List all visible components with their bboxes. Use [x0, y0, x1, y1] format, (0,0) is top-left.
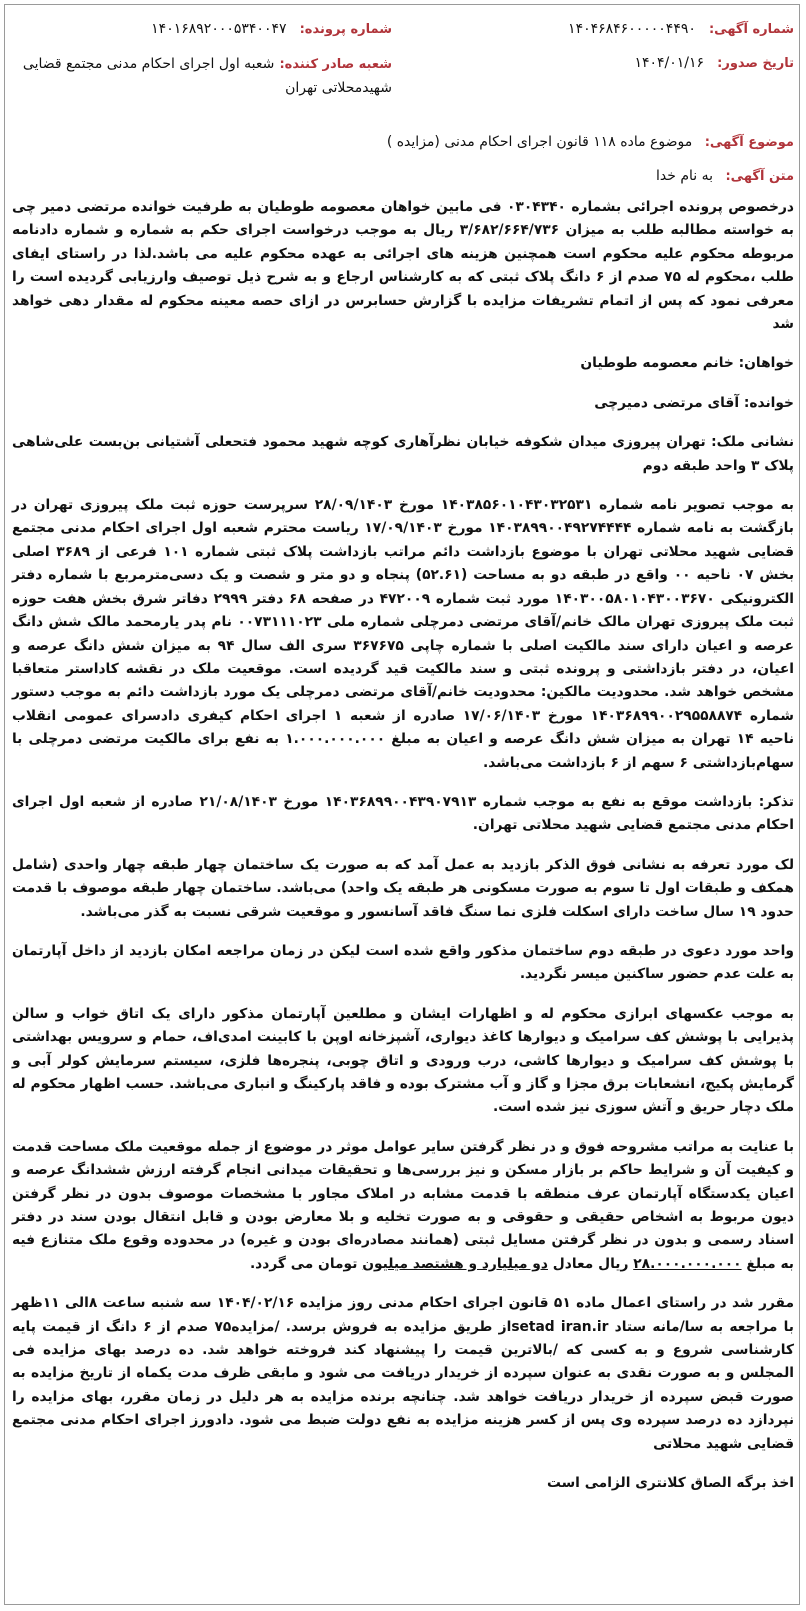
paragraph-registry: به موجب تصویر نامه شماره ۱۴۰۳۸۵۶۰۱۰۴۳۰۳۲۵۳۱ مورخ ۲۸/۰۹/۱۴۰۳ سرپرست حوزه ثبت ملک پیروزی تهران در بازگشت به نامه شماره ۱۴۰۳۸۹۹۰۰۴۹۲۷۴۴۴۴ مورخ ۱۷/۰۹/۱۴۰۳ ریاست محترم شعبه اول اجرای احکام مدنی مجتمع قضایی شهید محلاتی تهران با موضوع بازداشت دائم مراتب بازداشت پلاک ثبتی شماره ۱۰۱ فرعی از ۳۶۸۹ اصلی بخش ۰۷ ناحیه ۰۰ واقع در طبقه دو به مساحت (۵۲.۶۱) پنجاه و دو متر و شصت و یک دسی‌مترمربع با شماره دفتر الکترونیکی ۱۴۰۳۰۰۵۸۰۱۰۴۳۰۰۳۶۷۰ مورد ثبت شماره ۴۷۲۰۰۹ در صفحه ۶۸ دفتر ۲۹۹۹ دفاتر شرق بخش هفت حوزه ثبت ملک پیروزی تهران مالک خانم/آقای مرتضی دمرچلی شماره ملی ۰۰۷۳۱۱۱۰۲۳ نام پدر یارمحمد مالک شش دانگ عرصه و اعیان دارای سند مالکیت اصلی با شماره چاپی ۳۶۷۶۷۵ سری الف سال ۹۴ به میزان شش دانگ عرصه و اعیان، در دفتر بازداشتی و پرونده ثبتی و سند مالکیت قید گردیده است. موقعیت ملک در نقشه کاداستر متعاقبا مشخص خواهد شد. محدودیت مالکین: محدودیت خانم/آقای مرتضی دمرچلی یک مورد بازداشت دائم به موجب دستور شماره ۱۴۰۳۶۸۹۹۰۰۲۹۵۵۸۸۷۴ مورخ ۱۷/۰۶/۱۴۰۳ صادره از شعبه ۱ اجرای احکام کیفری دادسرای عمومی انقلاب ناحیه ۱۴ تهران به میزان شش دانگ عرصه و اعیان به مبلغ ۱.۰۰۰.۰۰۰.۰۰۰ به نفع برای مالکیت مرتضی دمرچلی با سهام‌بازداشتی ۶ سهم از ۶ بازداشت می‌باشد. — [12, 497, 795, 771]
valuation-currency: ریال معادل — [552, 1255, 629, 1272]
notice-number — [414, 18, 794, 37]
notice-number-value: ۱۴۰۴۶۸۴۶۰۰۰۰۰۴۴۹۰ — [568, 21, 696, 37]
issuer-value: شعبه اول اجرای احکام مدنی مجتمع قضایی شهیدمحلاتی تهران — [22, 56, 392, 96]
subject-label: موضوع آگهی: — [704, 135, 794, 150]
header-row-1 — [12, 18, 794, 52]
issue-date-value: ۱۴۰۴/۰۱/۱۶ — [634, 55, 705, 71]
paragraph-final: اخذ برگه الصاق کلانتری الزامی است — [547, 1475, 794, 1492]
body-label: متن آگهی: — [725, 169, 794, 184]
paragraph-photos: به موجب عکسهای ابرازی محکوم له و اظهارات ایشان و مطلعین آپارتمان مذکور دارای یک اتاق خواب و سالن پذیرایی با پوشش کف سرامیک و دیوارها کاغذ دیواری، آشپزخانه اوپن با کابینت امدی‌اف، حمام و سرویس بهداشتی با پوشش کف سرامیک و دیوارها کاشی، درب ورودی و اتاق چوبی، پنجره‌ها فلزی، سیستم سرمایش کولر آبی و گرمایش پکیج، انشعابات برق مجزا و گاز و آب مشترک بوده و فاقد پارکینگ و انباری می‌باشد. حسب اظهار محکوم له ملک دچار حریق و آتش سوزی نیز شده است. — [12, 1005, 794, 1116]
case-number-value: ۱۴۰۱۶۸۹۲۰۰۰۵۳۴۰۰۴۷ — [151, 21, 287, 37]
paragraph-case: درخصوص پرونده اجرائی بشماره ۰۳۰۴۳۴۰ فی مابین خواهان معصومه طوطیان به طرفیت خوانده مرتضی دمیر چی به خواسته مطالبه طلب به میزان ۳/۶۸۲/۶۶۴/۷۳۶ ریال به موجب درخواست اجرای حکم به شماره و شماره دادنامه مربوطه محکوم علیه محکوم است همچنین هزینه های اجرائی به عهده محکوم علیه می باشد.لذا در راستای ایفای طلب ،محکوم له ۷۵ صدم از ۶ دانگ پلاک ثبتی که به کارشناس ارجاع و به شرح ذیل توصیف وارزیابی گردیده است را معرفی نمود که پس از اتمام تشریفات مزایده با گزارش حسابرس در ازای حصه معینه محکوم له مقدار دهی خواهد شد — [12, 199, 794, 333]
paragraph-visit-unit: واحد مورد دعوی در طبقه دوم ساختمان مذکور واقع شده است لیکن در زمان مراجعه امکان بازدید از داخل آپارتمان به علت عدم حضور ساکنین میسر نگردید. — [12, 942, 794, 983]
notice-document — [12, 18, 794, 1512]
body-heading — [12, 168, 794, 184]
paragraph-valuation — [12, 1136, 794, 1276]
valuation-words: دو میلیارد و هشتصد میلیون — [362, 1255, 548, 1272]
valuation-amount: ۲۸.۰۰۰.۰۰۰.۰۰۰ — [633, 1255, 742, 1272]
paragraph-auction: مقرر شد در راستای اعمال ماده ۵۱ قانون اجرای احکام مدنی روز مزایده ۱۴۰۴/۰۲/۱۶ سه شنبه ساعت ۸الی ۱۱ظهر با مراجعه به سا/مانه ستاد setad iran.irاز طریق مزایده به فروش برسد. /مزایده۷۵ صدم از ۶ دانگ از قیمت پایه کارشناسی شروع و به کسی که /بالاترین قیمت را پیشنهاد کند فروخته خواهد شد. ده درصد بهای مزایده فی المجلس و به صورت نقدی به عنوان سپرده از خریدار دریافت می شود و مابقی ظرف مدت یکماه از تاریخ مزایده به صورت قبض سپرده از خریدار دریافت خواهد شد. چنانچه برنده مزایده به هر دلیل در زمان مقرر، بهای مزایده را نپردازد ده درصد سپرده وی پس از کسر هزینه مزایده به نفع دولت ضبط می شود. دادورز اجرای احکام مدنی مجتمع قضایی شهید محلاتی — [12, 1295, 795, 1452]
case-number — [12, 18, 392, 37]
issue-date-label: تاریخ صدور: — [717, 56, 794, 71]
subject-value: موضوع ماده ۱۱۸ قانون اجرای احکام مدنی (مزایده ) — [386, 134, 693, 150]
defendant-line: خوانده: آقای مرتضی دمیرچی — [594, 394, 794, 411]
body-intro: به نام خدا — [655, 168, 714, 184]
issue-date — [414, 52, 794, 71]
subject — [12, 134, 794, 150]
notice-number-label: شماره آگهی: — [708, 22, 794, 37]
paragraph-visit-building: لک مورد تعرفه به نشانی فوق الذکر بازدید به عمل آمد که به صورت یک ساختمان چهار طبقه چهار واحدی (شامل همکف و طبقات اول تا سوم به صورت مسکونی هر طبقه یک واحد) می‌باشد. ساختمان چهار طبقه موصوف با قدمت حدود ۱۹ سال ساخت دارای اسکلت فلزی نما سنگ فاقد آسانسور و موقعیت شرقی نسبت به گذر می‌باشد. — [12, 856, 794, 920]
case-number-label: شماره پرونده: — [299, 22, 392, 37]
property-address: نشانی ملک: تهران پیروزی میدان شکوفه خیابان نظرآهاری کوچه شهید محمود فتحعلی آشتیانی بن‌بست علی‌شاهی پلاک ۳ واحد طبقه دوم — [12, 434, 794, 474]
valuation-text: با عنایت به مراتب مشروحه فوق و در نظر گرفتن سایر عوامل موثر در موضوع از جمله موقعیت ملک مساحت قدمت و کیفیت آن و شرایط حاکم بر بازار مسکن و نیز بررسی‌ها و تحقیقات میدانی انجام گرفته ارزش ششدانگ عرصه و اعیان یکدستگاه آپارتمان عرف منطقه با قدمت مشابه در املاک مجاور با مشخصات موصوف بدون در نظر گرفتن دیون مربوط به اشخاص حقیقی و حقوقی و به صورت تخلیه و بلا معارض بودن و قابل انتقال بودن سند در دفتر اسناد رسمی و بدون در نظر گرفتن مسایل ثبتی (همانند مصادره‌ای بودن و غیره) در محدوده وقوع ملک متنازع فیه به مبلغ — [12, 1138, 794, 1272]
header-row-2 — [12, 52, 794, 112]
paragraph-note: تذکر: بازداشت موقع به نفع به موجب شماره ۱۴۰۳۶۸۹۹۰۰۴۳۹۰۷۹۱۳ مورخ ۲۱/۰۸/۱۴۰۳ صادره از شعبه اول اجرای احکام مدنی مجتمع قضایی شهید محلاتی تهران. — [12, 793, 794, 834]
plaintiff-line: خواهان: خانم معصومه طوطیان — [580, 355, 794, 372]
issuer-label: شعبه صادر کننده: — [279, 57, 392, 72]
issuer — [12, 52, 392, 100]
valuation-tail: تومان می گردد. — [249, 1255, 358, 1272]
